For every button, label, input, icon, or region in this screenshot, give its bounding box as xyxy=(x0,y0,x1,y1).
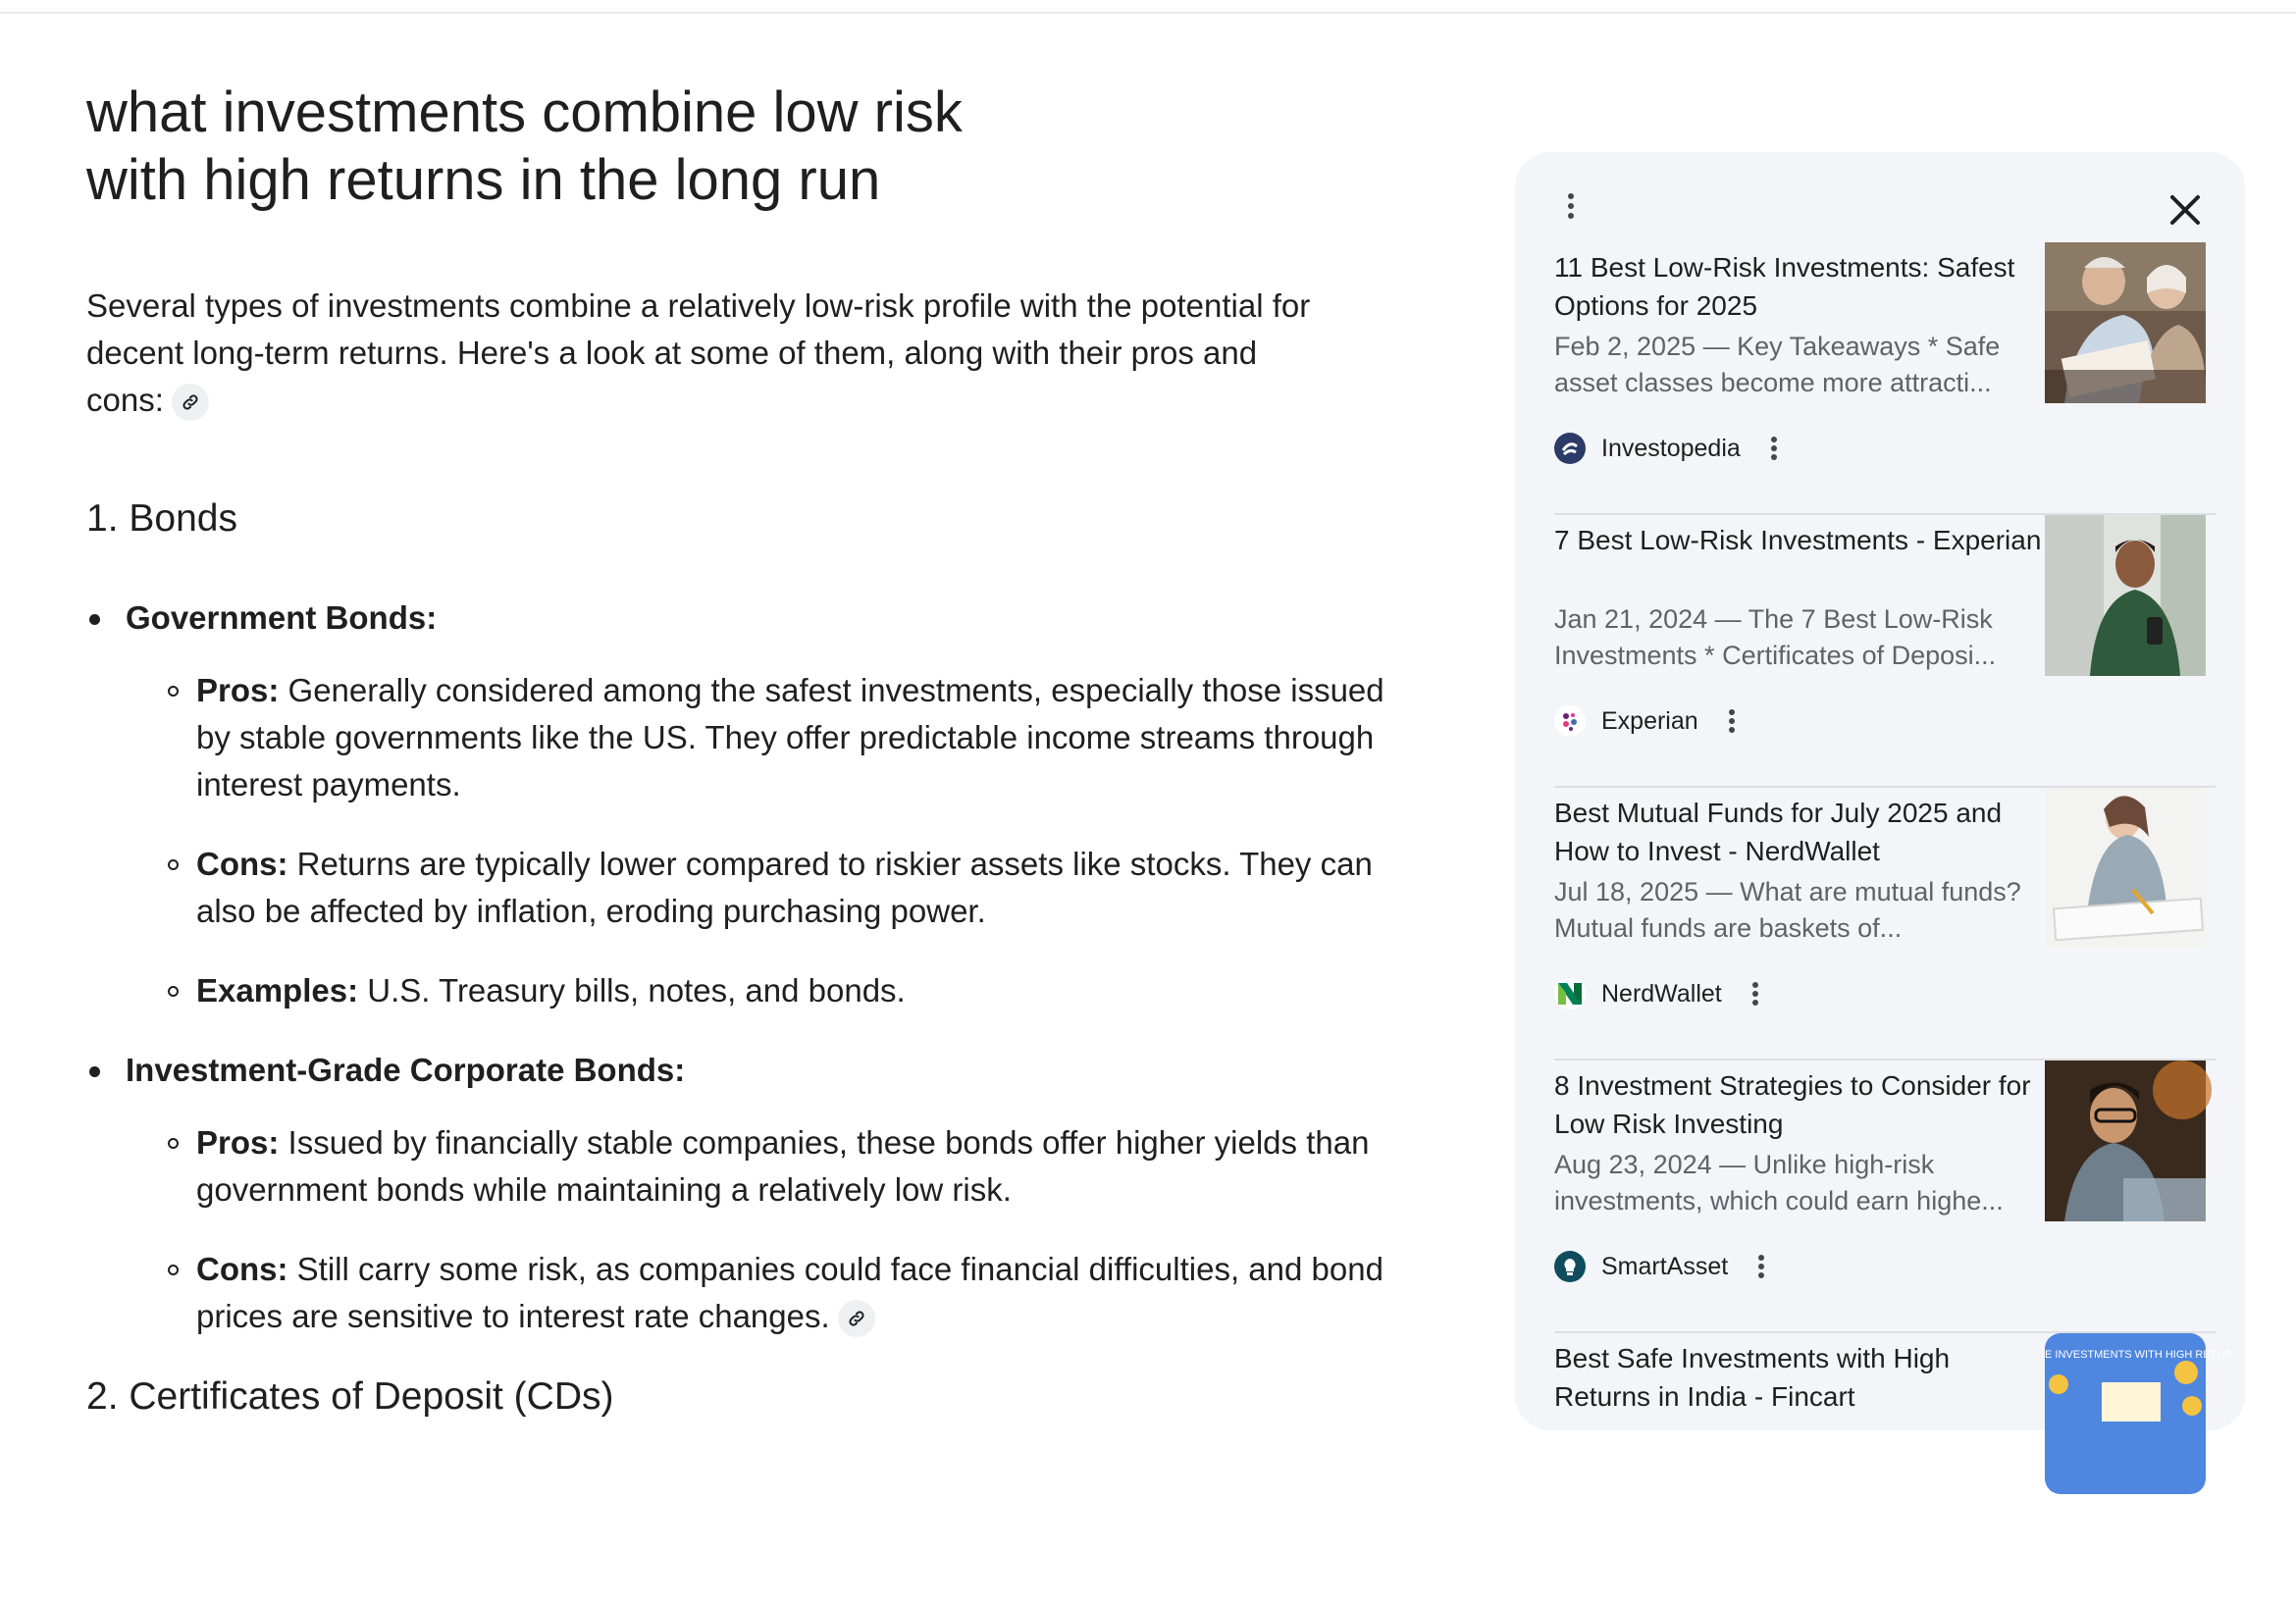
answer-intro xyxy=(86,283,1342,424)
sub-text: U.S. Treasury bills, notes, and bonds. xyxy=(358,972,906,1009)
source-more-icon[interactable] xyxy=(1751,982,1759,1006)
thumbnail-image xyxy=(2045,1061,2206,1221)
source-title[interactable]: 11 Best Low-Risk Investments: Safest Options for 2025 xyxy=(1554,252,2015,321)
investopedia-icon xyxy=(1554,433,1586,464)
source-card[interactable] xyxy=(1554,1061,2216,1333)
source-card[interactable] xyxy=(1554,1333,2233,1604)
sub-list-item xyxy=(126,967,1391,1014)
sub-text: Returns are typically lower compared to riskier assets like stocks. They can also be affected by inflation, eroding purchasing power. xyxy=(196,846,1373,929)
source-snippet: Aug 23, 2024 — Unlike high-risk investments, which could earn highe... xyxy=(1554,1150,2004,1216)
sub-list-item xyxy=(126,841,1391,935)
sub-text: Generally considered among the safest investments, especially those issued by stable governments like the US. They offer predictable income streams through interest payments. xyxy=(196,672,1384,802)
circle-bullet xyxy=(168,1265,179,1275)
source-title[interactable]: 8 Investment Strategies to Consider for Low Risk Investing xyxy=(1554,1070,2031,1139)
section-heading-cds: 2. Certificates of Deposit (CDs) xyxy=(86,1375,614,1418)
sub-label: Pros: xyxy=(196,1124,280,1161)
smartasset-icon xyxy=(1554,1251,1586,1282)
bullet xyxy=(89,614,100,625)
list-item xyxy=(86,1047,1383,1340)
citation-link-button[interactable] xyxy=(172,384,209,421)
sub-label: Pros: xyxy=(196,672,280,708)
more-options-icon[interactable] xyxy=(1567,193,1575,219)
sub-list xyxy=(126,1119,1383,1340)
circle-bullet xyxy=(168,1138,179,1149)
sub-label: Cons: xyxy=(196,1251,288,1287)
source-more-icon[interactable] xyxy=(1728,709,1736,733)
source-attribution xyxy=(1554,1249,1765,1284)
item-title: Investment-Grade Corporate Bonds: xyxy=(126,1052,686,1088)
source-thumbnail[interactable] xyxy=(2045,242,2206,403)
thumbnail-image xyxy=(2045,788,2206,949)
source-name[interactable]: Investopedia xyxy=(1601,434,1741,462)
source-title[interactable]: Best Safe Investments with High Returns in India - Fincart xyxy=(1554,1343,1951,1412)
query-heading: what investments combine low risk with high returns in the long run xyxy=(86,80,963,212)
list-item xyxy=(86,595,1384,1014)
item-title: Government Bonds: xyxy=(126,599,438,636)
nerdwallet-icon xyxy=(1554,978,1586,1009)
citation-link-button[interactable] xyxy=(838,1300,875,1337)
sub-list-item xyxy=(126,667,1391,808)
source-name[interactable]: Experian xyxy=(1601,706,1698,735)
sub-list xyxy=(126,667,1384,1014)
ai-answer xyxy=(86,78,1384,1436)
thumbnail-image xyxy=(2045,515,2206,676)
bond-types-list xyxy=(86,595,1384,1340)
thumbnail-text: E INVESTMENTS WITH HIGH RETUR xyxy=(2045,1349,2233,1361)
panel-header xyxy=(1515,152,2245,240)
source-title[interactable]: Best Mutual Funds for July 2025 and How to Invest - NerdWallet xyxy=(1554,798,2003,866)
circle-bullet xyxy=(168,859,179,870)
sub-list-item xyxy=(126,1246,1391,1340)
experian-icon xyxy=(1554,705,1586,737)
link-icon xyxy=(847,1309,866,1328)
source-thumbnail[interactable] xyxy=(2045,1333,2233,1494)
close-icon[interactable] xyxy=(2163,187,2208,233)
source-cards xyxy=(1515,242,2245,1410)
source-attribution xyxy=(1554,976,1759,1011)
sub-label: Examples: xyxy=(196,972,359,1009)
source-attribution xyxy=(1554,703,1736,739)
source-snippet: Jan 21, 2024 — The 7 Best Low-Risk Investments * Certificates of Deposi... xyxy=(1554,604,1997,670)
thumbnail-image xyxy=(2045,1333,2206,1494)
source-thumbnail[interactable] xyxy=(2045,515,2206,676)
sub-text: Issued by financially stable companies, these bonds offer higher yields than government bonds while maintaining a relatively low risk. xyxy=(196,1124,1370,1208)
sub-label: Cons: xyxy=(196,846,288,882)
bullet xyxy=(89,1066,100,1077)
source-thumbnail[interactable] xyxy=(2045,788,2206,949)
link-icon xyxy=(181,392,200,412)
section-heading-bonds: 1. Bonds xyxy=(86,497,237,540)
source-card[interactable] xyxy=(1554,788,2216,1061)
top-divider xyxy=(0,0,2296,14)
circle-bullet xyxy=(168,986,179,997)
source-card[interactable] xyxy=(1554,515,2216,788)
circle-bullet xyxy=(168,686,179,697)
thumbnail-image xyxy=(2045,242,2206,403)
source-name[interactable]: SmartAsset xyxy=(1601,1252,1729,1280)
source-name[interactable]: NerdWallet xyxy=(1601,979,1722,1008)
source-snippet: Feb 2, 2025 — Key Takeaways * Safe asset classes become more attracti... xyxy=(1554,332,2001,397)
source-snippet: Jul 18, 2025 — What are mutual funds? Mutual funds are baskets of... xyxy=(1554,877,2021,943)
sub-text: Still carry some risk, as companies could face financial difficulties, and bond prices are sensitive to interest rate changes. xyxy=(196,1251,1383,1334)
source-card[interactable] xyxy=(1554,242,2216,515)
sources-panel xyxy=(1515,152,2245,1430)
intro-text: Several types of investments combine a relatively low-risk profile with the potential for decent long-term returns. Here's a look at some of them, along with their pros and cons: xyxy=(86,287,1311,418)
source-thumbnail[interactable] xyxy=(2045,1061,2206,1221)
source-more-icon[interactable] xyxy=(1757,1255,1765,1278)
source-more-icon[interactable] xyxy=(1770,437,1778,460)
sub-list-item xyxy=(126,1119,1391,1214)
source-attribution xyxy=(1554,431,1778,466)
source-title[interactable]: 7 Best Low-Risk Investments - Experian xyxy=(1554,525,2042,555)
